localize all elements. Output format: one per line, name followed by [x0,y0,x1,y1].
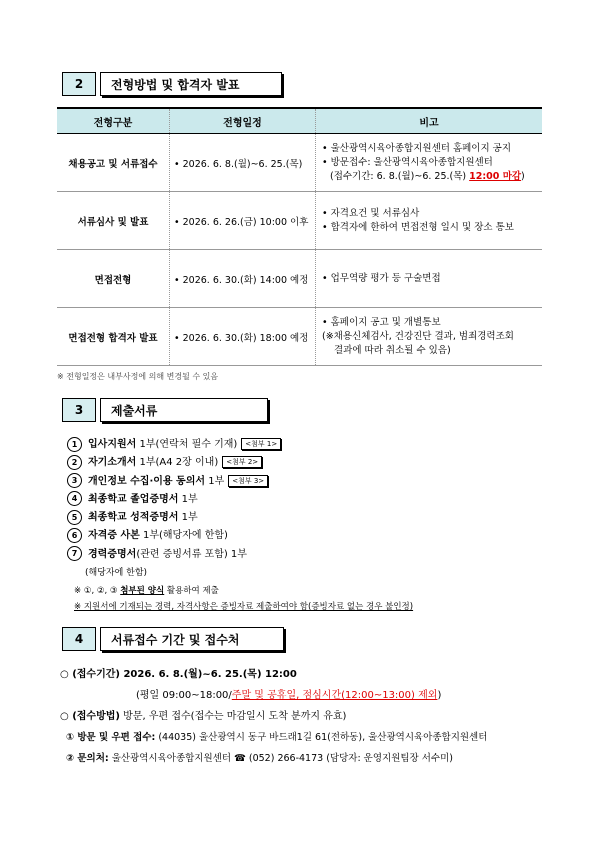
table-row [57,308,542,366]
application-method: ○ (접수방법) 방문, 우편 접수(접수는 마감일시 도착 분까지 유효) [60,711,347,722]
table-row [57,134,542,192]
document-list [67,436,281,582]
note-line: • 업무역량 평가 등 구술면접 [322,272,441,284]
list-item: 7 경력증명서(관련 증빙서류 포함) 1부 [67,546,281,564]
note-line: • 홈페이지 공고 및 개별통보 [322,316,441,328]
section-number: 4 [62,627,96,651]
deadline-highlight: 12:00 마감 [469,170,522,182]
note-line: • 합격자에 한하여 면접전형 일시 및 장소 통보 [322,221,514,233]
row-date: • 2026. 6. 30.(화) 14:00 예정 [170,250,316,308]
section-2-header [62,72,282,96]
section-title: 전형방법 및 합격자 발표 [100,72,282,96]
application-info [60,664,487,769]
col-header: 비고 [316,108,543,134]
col-header: 전형일정 [170,108,316,134]
row-category: 서류심사 및 발표 [57,192,170,250]
row-category: 면접전형 [57,250,170,308]
row-date: • 2026. 6. 26.(금) 10:00 이후 [170,192,316,250]
section-4-header [62,627,284,651]
attachment-tag: <첨부 3> [228,475,268,487]
section-number: 2 [62,72,96,96]
note-line: (※채용신체검사, 건강진단 결과, 범죄경력조회 [322,330,514,342]
table-row [57,250,542,308]
note-line: • 울산광역시육아종합지원센터 홈페이지 공지 [322,142,512,154]
schedule-table [57,107,542,366]
table-note: ※ 전형일정은 내부사정에 의해 변경될 수 있음 [57,372,219,381]
row-category: 채용공고 및 서류접수 [57,134,170,192]
list-item: 6 자격증 사본 1부(해당자에 한함) [67,527,281,545]
row-notes [316,192,543,250]
attachment-tag: <첨부 1> [241,438,281,450]
note-line: (접수기간: 6. 8.(월)~6. 25.(목) 12:00 마감) [330,170,525,182]
application-period: ○ (접수기간) 2026. 6. 8.(월)~6. 25.(목) 12:00 [60,669,297,680]
excluded-times: 주말 및 공휴일, 점심시간(12:00~13:00) 제외 [231,690,438,701]
section-number: 3 [62,398,96,422]
row-category: 면접전형 합격자 발표 [57,308,170,366]
note-line: • 방문접수: 울산광역시육아종합지원센터 [322,156,493,168]
row-notes [316,134,543,192]
visit-mail-address: ① 방문 및 우편 접수: (44035) 울산광역시 동구 바드래1길 61(전하동), 울산광역시육아종합지원센터 [66,732,488,743]
col-header: 전형구분 [57,108,170,134]
contact-info: ② 문의처: 울산광역시육아종합지원센터 ☎ (052) 266-4173 (담당자: 운영지원팀장 서수미) [66,753,453,764]
row-notes [316,250,543,308]
row-date: • 2026. 6. 8.(월)~6. 25.(목) [170,134,316,192]
note-line: • 자격요건 및 서류심사 [322,207,420,219]
list-item: 2 자기소개서 1부(A4 2장 이내) <첨부 2> [67,454,281,472]
application-hours: (평일 09:00~18:00/주말 및 공휴일, 점심시간(12:00~13:00) 제외) [136,690,442,701]
section-title: 서류접수 기간 및 접수처 [100,627,284,651]
row-notes [316,308,543,366]
table-row [57,192,542,250]
row-date: • 2026. 6. 30.(화) 18:00 예정 [170,308,316,366]
attachment-tag: <첨부 2> [222,456,262,468]
table-header-row [57,108,542,134]
doc-note-1: ※ ①, ②, ③ 첨부된 양식 활용하여 제출 [74,586,219,596]
docs-sub-note: (해당자에 한함) [85,568,148,579]
list-item: 3 개인정보 수집·이용 동의서 1부 <첨부 3> [67,473,281,491]
note-line: 결과에 따라 취소될 수 있음) [334,344,451,356]
section-3-header [62,398,268,422]
doc-note-2: ※ 지원서에 기재되는 경력, 자격사항은 증빙자료 제출하여야 함(증빙자료 없는 경우 불인정) [74,602,414,612]
section-title: 제출서류 [100,398,268,422]
list-item: 1 입사지원서 1부(연락처 필수 기재) <첨부 1> [67,436,281,454]
list-item: 5 최종학교 성적증명서 1부 [67,509,281,527]
list-item: 4 최종학교 졸업증명서 1부 [67,491,281,509]
